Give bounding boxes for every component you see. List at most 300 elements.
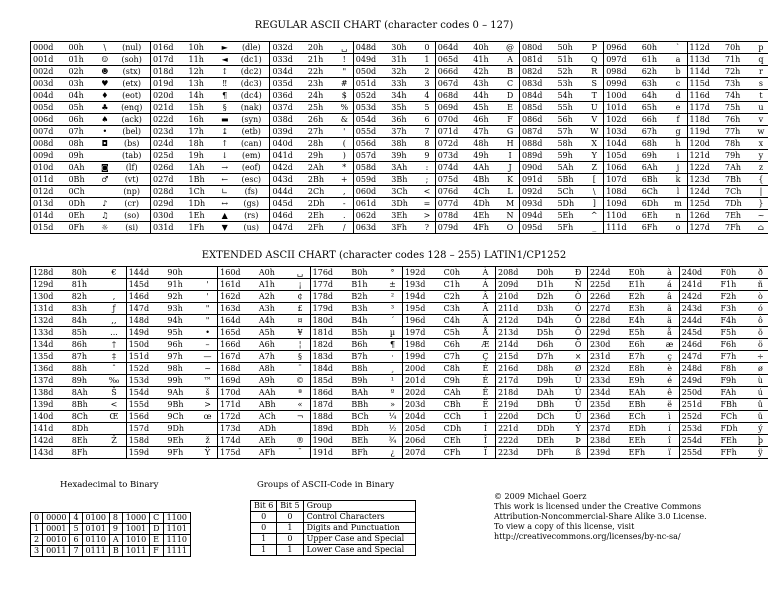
code-glyph: ¿ [390,448,395,457]
code-glyph: ♂ [101,175,109,184]
code-decimal: 102d [604,114,640,126]
code-glyph: Ã [482,304,489,313]
code-name: (dc1) [240,55,262,64]
code-hex: AFh [258,448,276,457]
code-hex: B0h [351,268,368,277]
code-decimal: 133d [31,327,70,339]
code-hex: F5h [720,328,737,337]
code-decimal: 224d [587,267,626,279]
code-decimal: 065d [435,54,471,66]
code-hex: 14h [188,91,204,100]
groups-title: Groups of ASCII-Code in Binary [257,480,395,490]
code-hex: 42h [473,67,489,76]
regular-row [31,138,768,150]
code-hex: B6h [351,340,368,349]
code-hex: 2Dh [307,199,325,208]
hex-digit: F [150,546,163,557]
code-hex: 70h [724,43,741,52]
code-decimal: 022d [151,114,187,126]
code-hex: EBh [628,400,646,409]
code-glyph: e [675,103,681,112]
code-hex: 83h [71,304,88,313]
code-decimal: 081d [519,54,555,66]
binary-value: 1011 [122,546,149,557]
code-glyph: ␣ [296,268,304,277]
code-glyph: ° [390,268,395,277]
code-hex: E9h [628,376,645,385]
code-glyph: ² [390,292,395,301]
code-hex: 93h [167,304,183,313]
code-glyph: ü [752,411,768,423]
code-hex: 89h [71,376,88,385]
code-hex: 7Ah [724,163,742,172]
code-decimal: 149d [126,327,165,339]
code-decimal: 024d [151,138,187,150]
code-glyph: ù [752,375,768,387]
code-hex: 50h [557,43,573,52]
code-decimal: 237d [587,423,626,435]
code-glyph: G [506,127,514,136]
code-decimal: 095d [519,222,555,234]
code-decimal: 198d [402,339,441,351]
code-hex: 54h [557,91,573,100]
code-glyph: ♠ [101,115,109,124]
binary-value: 1000 [122,513,149,524]
code-glyph: Ý [575,424,581,433]
code-glyph: ` [676,43,681,52]
code-hex: 7Eh [724,211,742,220]
code-glyph: ™ [203,376,212,385]
code-hex: 0Ah [68,163,85,172]
code-decimal: 078d [435,210,471,222]
extended-ascii-table [30,266,768,459]
code-glyph: Ð [574,268,582,277]
code-hex: 1Bh [188,175,205,184]
hex-digit: 6 [70,535,82,546]
code-name: (rs) [244,211,259,220]
groups-header [251,501,416,512]
code-hex: E2h [628,292,645,301]
code-decimal: 116d [687,90,723,102]
code-decimal: 230d [587,339,626,351]
code-decimal: 118d [687,114,723,126]
code-decimal: 186d [310,387,349,399]
code-glyph: m [674,199,682,208]
code-hex: 55h [557,103,573,112]
code-glyph: * [342,163,347,172]
code-decimal: 181d [310,327,349,339]
code-glyph: E [507,103,513,112]
code-glyph: t [753,90,768,102]
code-decimal: 172d [218,411,257,423]
groups-header-cell: Bit 6 [251,501,277,512]
hex-digit: 5 [70,524,82,535]
code-glyph: Ï [483,448,487,457]
code-hex: 41h [473,55,489,64]
hex-digit: 7 [70,546,82,557]
code-decimal: 070d [435,114,471,126]
code-decimal: 130d [31,291,70,303]
code-decimal: 158d [126,435,165,447]
code-glyph: ▬ [220,115,229,124]
code-decimal: 197d [402,327,441,339]
code-glyph: • [102,127,108,136]
code-decimal: 244d [679,315,718,327]
code-hex: BCh [351,412,369,421]
code-decimal: 183d [310,351,349,363]
extended-row [31,375,768,387]
code-glyph: ú [752,387,768,399]
code-decimal: 053d [353,102,389,114]
code-glyph: — [203,352,212,361]
code-glyph: p [753,42,768,54]
code-decimal: 079d [435,222,471,234]
code-glyph: Ø [574,364,582,373]
code-decimal: 109d [604,198,640,210]
code-glyph: ä [667,316,672,325]
code-decimal: 141d [31,423,70,435]
code-decimal: 087d [519,126,555,138]
code-glyph: Í [483,424,487,433]
code-name: (cr) [124,199,139,208]
code-glyph: Æ [481,340,490,349]
code-hex: 8Dh [71,424,89,433]
code-glyph: = [423,199,431,208]
code-hex: DAh [536,388,555,397]
hex-digit: 2 [31,535,43,546]
regular-row [31,42,768,54]
code-decimal: 026d [151,162,187,174]
code-glyph [102,279,126,291]
code-hex: E8h [628,364,645,373]
code-decimal: 171d [218,399,257,411]
code-glyph: ◘ [101,139,108,148]
code-hex: 9Ch [167,412,184,421]
code-hex: D5h [536,328,554,337]
code-glyph: ¯ [298,448,303,457]
code-glyph: ß [575,448,581,457]
code-decimal: 227d [587,303,626,315]
code-hex: B9h [351,376,368,385]
code-glyph: ‰ [108,376,120,385]
code-glyph: Ñ [574,280,582,289]
code-decimal: 168d [218,363,257,375]
code-hex: C2h [443,292,461,301]
hex-row [31,535,191,546]
code-hex: A7h [258,352,275,361]
code-glyph: û [752,399,768,411]
code-decimal: 052d [353,90,389,102]
binary-value: 1010 [122,535,149,546]
code-glyph: – [205,340,210,349]
code-decimal: 069d [435,102,471,114]
code-hex: 80h [71,268,88,277]
code-glyph: Ò [574,292,582,301]
code-glyph: Ü [574,412,582,421]
code-hex: 16h [188,115,204,124]
code-name: (vt) [124,175,139,184]
code-glyph: í [668,424,671,433]
code-hex: 31h [391,55,407,64]
code-decimal: 123d [687,174,723,186]
code-glyph: k [675,175,681,184]
code-decimal: 076d [435,186,471,198]
code-hex: 62h [641,67,658,76]
extended-row [31,327,768,339]
code-hex: 5Dh [557,199,575,208]
extended-row [31,279,768,291]
code-glyph: $ [341,91,347,100]
code-decimal: 033d [270,54,306,66]
license-line: Attribution-Noncommercial-Share Alike 3.0 License. [494,512,707,521]
code-decimal: 028d [151,186,187,198]
code-glyph: á [667,280,672,289]
code-decimal: 202d [402,387,441,399]
code-glyph: ì [668,412,671,421]
code-hex: E0h [628,268,645,277]
code-glyph: D [506,91,514,100]
code-hex: E7h [628,352,645,361]
code-decimal: 098d [604,66,640,78]
code-hex: B4h [351,316,368,325]
code-glyph: ó [752,303,768,315]
code-hex: C5h [443,328,461,337]
code-decimal: 185d [310,375,349,387]
code-glyph: ↨ [221,127,229,136]
code-decimal: 240d [679,267,718,279]
code-hex: FDh [720,424,738,433]
code-hex: 24h [307,91,324,100]
code-name: (stx) [122,67,141,76]
code-decimal: 157d [126,423,165,435]
code-decimal: 155d [126,399,165,411]
code-glyph: ž [205,436,210,445]
code-hex: 36h [391,115,407,124]
code-glyph: Ù [574,376,582,385]
code-name: (eof) [241,163,261,172]
code-decimal: 002d [31,66,67,78]
code-hex: 29h [307,151,324,160]
code-glyph: é [667,376,672,385]
code-hex: 0Fh [68,223,85,232]
code-glyph: n [675,211,681,220]
code-hex: 37h [391,127,407,136]
code-glyph: ◄ [221,55,228,64]
code-glyph: À [482,268,489,277]
regular-row [31,66,768,78]
code-name: (fs) [244,187,258,196]
code-hex: ECh [628,412,646,421]
code-hex: A8h [258,364,275,373]
code-hex: 79h [724,151,741,160]
code-hex: FCh [720,412,738,421]
code-decimal: 020d [151,90,187,102]
code-decimal: 222d [496,435,535,447]
code-hex: F9h [720,376,737,385]
code-decimal: 199d [402,351,441,363]
code-decimal: 114d [687,66,723,78]
code-hex: 94h [167,316,183,325]
code-decimal: 253d [679,423,718,435]
code-decimal: 048d [353,42,389,54]
extended-row [31,267,768,279]
code-glyph: | [753,186,768,198]
code-glyph: [ [592,175,596,184]
code-decimal: 235d [587,399,626,411]
extended-row [31,291,768,303]
code-hex: A3h [258,304,275,313]
code-decimal: 175d [218,447,257,459]
code-decimal: 173d [218,423,257,435]
code-glyph: Ö [574,340,582,349]
code-hex: 6Ah [641,163,658,172]
bit-value: 0 [251,512,277,523]
code-decimal: 080d [519,42,555,54]
code-decimal: 007d [31,126,67,138]
code-glyph: µ [389,328,396,337]
code-hex: E4h [628,316,645,325]
code-hex: F6h [720,340,737,349]
code-glyph: Å [482,328,489,337]
code-decimal: 029d [151,198,187,210]
code-glyph: ð [752,267,768,279]
code-glyph: ♫ [101,211,109,220]
code-hex: 03h [68,79,84,88]
regular-row [31,198,768,210]
code-hex: BBh [351,400,369,409]
regular-row [31,162,768,174]
code-glyph: } [753,198,768,210]
code-glyph: ¶ [222,91,228,100]
code-hex: F4h [720,316,737,325]
code-decimal: 089d [519,150,555,162]
code-decimal: 036d [270,90,306,102]
code-glyph: - [342,199,346,208]
code-hex: 66h [641,115,658,124]
code-hex: 26h [307,115,324,124]
extended-chart-title: EXTENDED ASCII CHART (character codes 128 – 255) LATIN1/CP1252 [201,250,567,261]
code-glyph: X [591,139,598,148]
regular-row [31,210,768,222]
code-glyph: q [753,54,768,66]
code-hex: 4Fh [473,223,490,232]
code-glyph: d [675,91,681,100]
code-hex: 60h [641,43,658,52]
code-hex: 38h [391,139,407,148]
code-decimal: 008d [31,138,67,150]
code-hex: BAh [351,388,369,397]
binary-value: 1001 [122,524,149,535]
code-hex: 67h [641,127,658,136]
code-glyph: ▲ [221,211,228,220]
code-decimal: 074d [435,162,471,174]
code-hex: 23h [307,79,324,88]
code-glyph: 3 [424,79,430,88]
code-decimal: 144d [126,267,165,279]
code-decimal: 112d [687,42,723,54]
code-hex: BDh [351,424,369,433]
code-hex: 40h [473,43,489,52]
code-glyph: õ [752,327,768,339]
code-decimal: 195d [402,303,441,315]
code-hex: 8Eh [71,436,88,445]
code-hex: 90h [167,268,183,277]
code-name: (can) [240,139,262,148]
hex-row [31,546,191,557]
code-hex: 65h [641,103,658,112]
code-decimal: 194d [402,291,441,303]
code-glyph: L [507,187,513,196]
code-hex: C7h [443,352,461,361]
code-decimal: 167d [218,351,257,363]
groups-header-cell: Bit 5 [277,501,303,512]
code-decimal: 220d [496,411,535,423]
code-decimal: 217d [496,375,535,387]
code-decimal: 137d [31,375,70,387]
code-hex: 75h [724,103,741,112]
group-name: Control Characters [303,512,415,523]
code-glyph: ý [752,423,768,435]
code-glyph: % [340,103,349,112]
code-hex: FEh [720,436,738,445]
code-glyph: ÷ [752,351,768,363]
code-glyph: Ú [574,388,582,397]
code-decimal: 019d [151,78,187,90]
code-glyph: K [507,175,514,184]
code-glyph: § [222,103,227,112]
code-hex: B5h [351,328,368,337]
code-glyph: v [753,114,768,126]
code-decimal: 064d [435,42,471,54]
code-hex: CBh [443,400,461,409]
code-decimal: 251d [679,399,718,411]
regular-row [31,90,768,102]
code-hex: 76h [724,115,741,124]
code-decimal: 182d [310,339,349,351]
code-decimal: 135d [31,351,70,363]
code-hex: 1Ah [188,163,205,172]
code-hex: C4h [443,316,461,325]
code-decimal: 091d [519,174,555,186]
code-glyph: £ [297,304,303,313]
code-decimal: 050d [353,66,389,78]
code-glyph: 0 [424,43,430,52]
code-decimal: 196d [402,315,441,327]
code-decimal: 147d [126,303,165,315]
code-decimal: 239d [587,447,626,459]
code-glyph: « [297,400,303,409]
code-glyph: ¬ [296,412,304,421]
code-glyph: \ [592,187,596,196]
code-decimal: 108d [604,186,640,198]
code-decimal: 035d [270,78,306,90]
code-glyph: ¤ [297,316,303,325]
code-glyph: ñ [752,279,768,291]
code-decimal: 169d [218,375,257,387]
code-decimal: 188d [310,411,349,423]
code-glyph: ↕ [221,67,229,76]
code-glyph: ¾ [388,436,397,445]
code-decimal: 045d [270,198,306,210]
code-glyph: 5 [424,103,430,112]
code-hex: 2Bh [307,175,325,184]
code-hex: 49h [473,151,489,160]
code-glyph: Ä [482,316,489,325]
code-hex: 20h [307,43,324,52]
code-glyph: > [423,211,431,220]
code-hex: 22h [307,67,324,76]
code-decimal: 054d [353,114,389,126]
